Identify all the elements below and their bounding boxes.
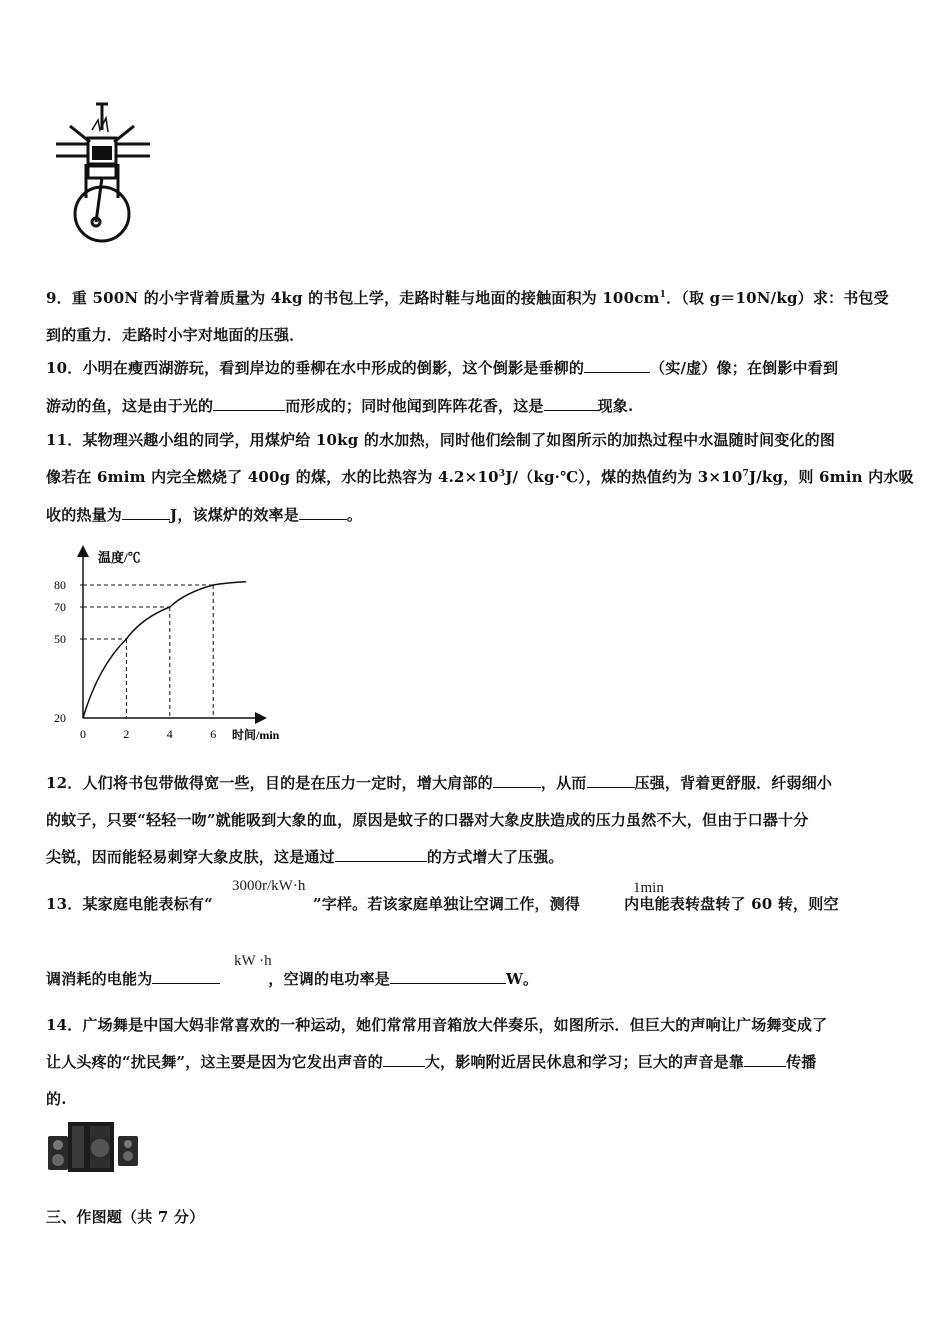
time-formula: 1min bbox=[633, 880, 664, 896]
engine-diagram bbox=[52, 100, 154, 252]
speaker-image bbox=[46, 1118, 142, 1174]
q12-line2: 的蚊子，只要“轻轻一吻”就能吸到大象的血，原因是蚊子的口器对大象皮肤造成的压力虽然不大，但由于口器十分 bbox=[46, 811, 809, 829]
q13-line1: 13．某家庭电能表标有“ ”字样。若该家庭单独让空调工作，测得 内电能表转盘转了 60 转，则空 bbox=[46, 895, 839, 913]
answer-blank[interactable] bbox=[299, 505, 347, 520]
temperature-curve bbox=[83, 582, 246, 718]
answer-blank[interactable] bbox=[584, 358, 650, 373]
answer-blank[interactable] bbox=[493, 773, 541, 788]
q14-line1: 14．广场舞是中国大妈非常喜欢的一种运动，她们常常用音箱放大伴奏乐，如图所示．但巨大的声响让广场舞变成了 bbox=[46, 1016, 828, 1034]
q9-line2: 到的重力．走路时小宇对地面的压强． bbox=[46, 326, 305, 344]
q12-line1: 12．人们将书包带做得宽一些，目的是在压力一定时，增大肩部的 ，从而 压强，背着更舒服．纤弱细小 bbox=[46, 774, 833, 792]
x-tick-label-6: 6 bbox=[210, 727, 217, 741]
q11-line1: 11．某物理兴趣小组的同学，用煤炉给 10kg 的水加热，同时他们绘制了如图所示的加热过程中水温随时间变化的图 bbox=[46, 431, 836, 449]
answer-blank[interactable] bbox=[213, 396, 285, 411]
y-tick-label-50: 50 bbox=[54, 632, 66, 646]
q11-line3: 收的热量为 J，该煤炉的效率是 。 bbox=[46, 506, 363, 524]
temperature-time-chart bbox=[40, 540, 310, 750]
meter-rating-formula: 3000r/kW·h bbox=[232, 878, 306, 894]
q11-line2: 像若在 6mim 内完全燃烧了 400g 的煤，水的比热容为 $4.2\times 10^3J/(kg\cdot℃)$，煤的热值约为 $3\times 10^7J/kg$，则 6min 内水吸 bbox=[46, 468, 914, 486]
y-tick-label-20: 20 bbox=[54, 711, 66, 725]
data-point-2 bbox=[169, 607, 170, 608]
data-point-4 bbox=[245, 581, 246, 582]
data-point-1 bbox=[126, 639, 127, 640]
energy-unit: kW ·h bbox=[234, 953, 272, 969]
q10-line2: 游动的鱼，这是由于光的 而形成的；同时他闻到阵阵花香，这是 现象. bbox=[46, 397, 634, 415]
answer-blank[interactable] bbox=[744, 1052, 786, 1067]
y-tick-label-70: 70 bbox=[54, 600, 66, 614]
x-axis-label: 时间/min bbox=[232, 728, 280, 742]
answer-blank[interactable] bbox=[122, 505, 170, 520]
x-tick-label-0: 0 bbox=[80, 727, 86, 741]
y-tick-label-80: 80 bbox=[54, 578, 66, 592]
data-point-3 bbox=[213, 585, 214, 586]
answer-blank[interactable] bbox=[587, 773, 635, 788]
answer-blank[interactable] bbox=[152, 969, 220, 984]
data-point-0 bbox=[83, 718, 84, 719]
q9-line1: 9．重 500N 的小宇背着质量为 4kg 的书包上学，走路时鞋与地面的接触面积为 $100cm^1$．（取 g＝10N/kg）求：书包受 bbox=[46, 289, 889, 307]
answer-blank[interactable] bbox=[335, 847, 427, 862]
q12-line3: 尖锐，因而能轻易刺穿大象皮肤，这是通过 的方式增大了压强。 bbox=[46, 848, 564, 866]
answer-blank[interactable] bbox=[390, 969, 506, 984]
y-axis-label: 温度/℃ bbox=[98, 550, 141, 565]
section3-title: 三、作图题（共 7 分） bbox=[46, 1208, 205, 1226]
answer-blank[interactable] bbox=[544, 396, 598, 411]
q14-line3: 的. bbox=[46, 1090, 67, 1108]
answer-blank[interactable] bbox=[383, 1052, 425, 1067]
q10-line1: 10．小明在瘦西湖游玩，看到岸边的垂柳在水中形成的倒影，这个倒影是垂柳的 （实/虚）像；在倒影中看到 bbox=[46, 359, 839, 377]
x-tick-label-4: 4 bbox=[166, 727, 173, 741]
q13-line2: 调消耗的电能为 ，空调的电功率是 W。 bbox=[46, 970, 539, 988]
x-tick-label-2: 2 bbox=[123, 727, 130, 741]
q14-line2: 让人头疼的“扰民舞”，这主要是因为它发出声音的 大，影响附近居民休息和学习；巨大的声音是靠 传播 bbox=[46, 1053, 817, 1071]
